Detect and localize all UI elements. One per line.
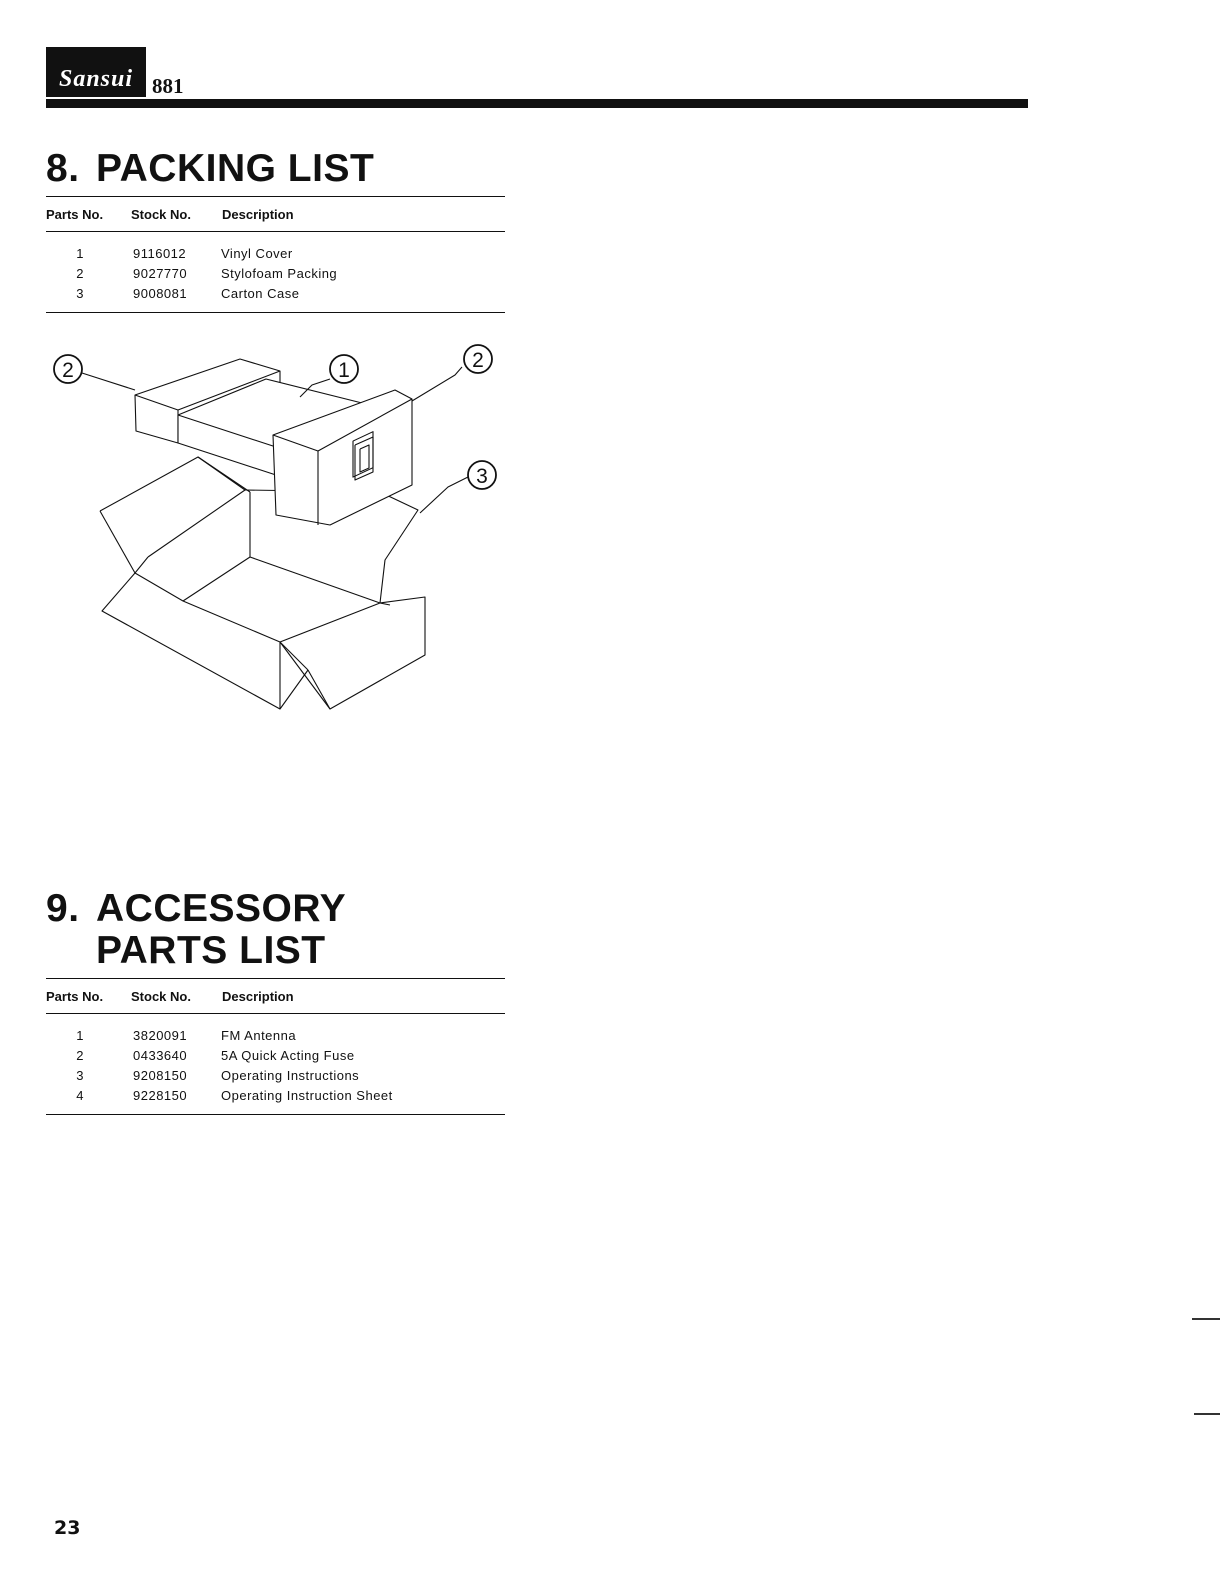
part-no: 1	[76, 245, 84, 261]
table-row	[46, 1085, 505, 1105]
stock-no: 9228150	[133, 1087, 188, 1103]
part-no: 1	[76, 1027, 84, 1043]
description: 5A Quick Acting Fuse	[221, 1047, 355, 1063]
accessory-title-number: 9.	[46, 887, 80, 930]
part-no: 4	[76, 1087, 84, 1103]
table-bottom-rule	[46, 1114, 505, 1115]
header-rule	[46, 99, 1028, 108]
model-number: 881	[152, 74, 184, 98]
stock-no: 9116012	[133, 245, 187, 261]
table-bottom-rule	[46, 312, 505, 313]
packing-list-title	[46, 148, 374, 190]
table-row	[46, 1025, 505, 1045]
description: Operating Instruction Sheet	[221, 1087, 393, 1103]
scan-edge-mark	[1192, 1318, 1220, 1320]
stock-no: 3820091	[133, 1027, 188, 1043]
description: Stylofoam Packing	[221, 265, 338, 281]
accessory-title-line2: PARTS LIST	[96, 929, 326, 972]
accessory-parts-list-title	[46, 888, 346, 972]
stock-no: 9027770	[133, 265, 188, 281]
callout-label: 3	[476, 465, 488, 488]
table-row	[46, 1065, 505, 1085]
packing-list-table	[46, 196, 505, 313]
col-header-description: Description	[222, 206, 294, 222]
description: Operating Instructions	[221, 1067, 360, 1083]
callout-3	[468, 461, 496, 489]
packing-diagram	[40, 335, 510, 720]
brand-logo-text: Sansui	[58, 66, 134, 92]
table-row	[46, 243, 505, 263]
col-header-parts-no: Parts No.	[46, 988, 104, 1004]
col-header-stock-no: Stock No.	[131, 206, 191, 222]
table-header	[46, 197, 505, 231]
packing-list-title-text: PACKING LIST	[96, 147, 375, 190]
col-header-description: Description	[222, 988, 294, 1004]
description: Carton Case	[221, 285, 300, 301]
col-header-parts-no: Parts No.	[46, 206, 104, 222]
table-row	[46, 263, 505, 283]
packing-list-title-number: 8.	[46, 147, 80, 190]
scan-edge-mark	[1194, 1413, 1220, 1415]
description: FM Antenna	[221, 1027, 297, 1043]
callout-2-left	[54, 355, 82, 383]
table-row	[46, 1045, 505, 1065]
stock-no: 0433640	[133, 1047, 188, 1063]
callout-label: 2	[472, 349, 484, 372]
table-row	[46, 283, 505, 303]
stock-no: 9208150	[133, 1067, 188, 1083]
col-header-stock-no: Stock No.	[131, 988, 191, 1004]
description: Vinyl Cover	[221, 245, 293, 261]
part-no: 2	[76, 265, 84, 281]
stock-no: 9008081	[133, 285, 188, 301]
callout-2-right	[464, 345, 492, 373]
callout-label: 1	[338, 359, 350, 382]
accessory-title-line1: ACCESSORY	[96, 887, 347, 930]
accessory-parts-table	[46, 978, 505, 1115]
table-header	[46, 979, 505, 1013]
part-no: 3	[76, 1067, 84, 1083]
callout-label: 2	[62, 359, 74, 382]
part-no: 2	[76, 1047, 84, 1063]
page-number: 23	[54, 1517, 81, 1539]
callout-1	[330, 355, 358, 383]
table-body	[46, 232, 505, 312]
unit-with-foam-packing	[135, 359, 412, 525]
part-no: 3	[76, 285, 84, 301]
brand-logo	[46, 47, 146, 97]
table-body	[46, 1014, 505, 1114]
